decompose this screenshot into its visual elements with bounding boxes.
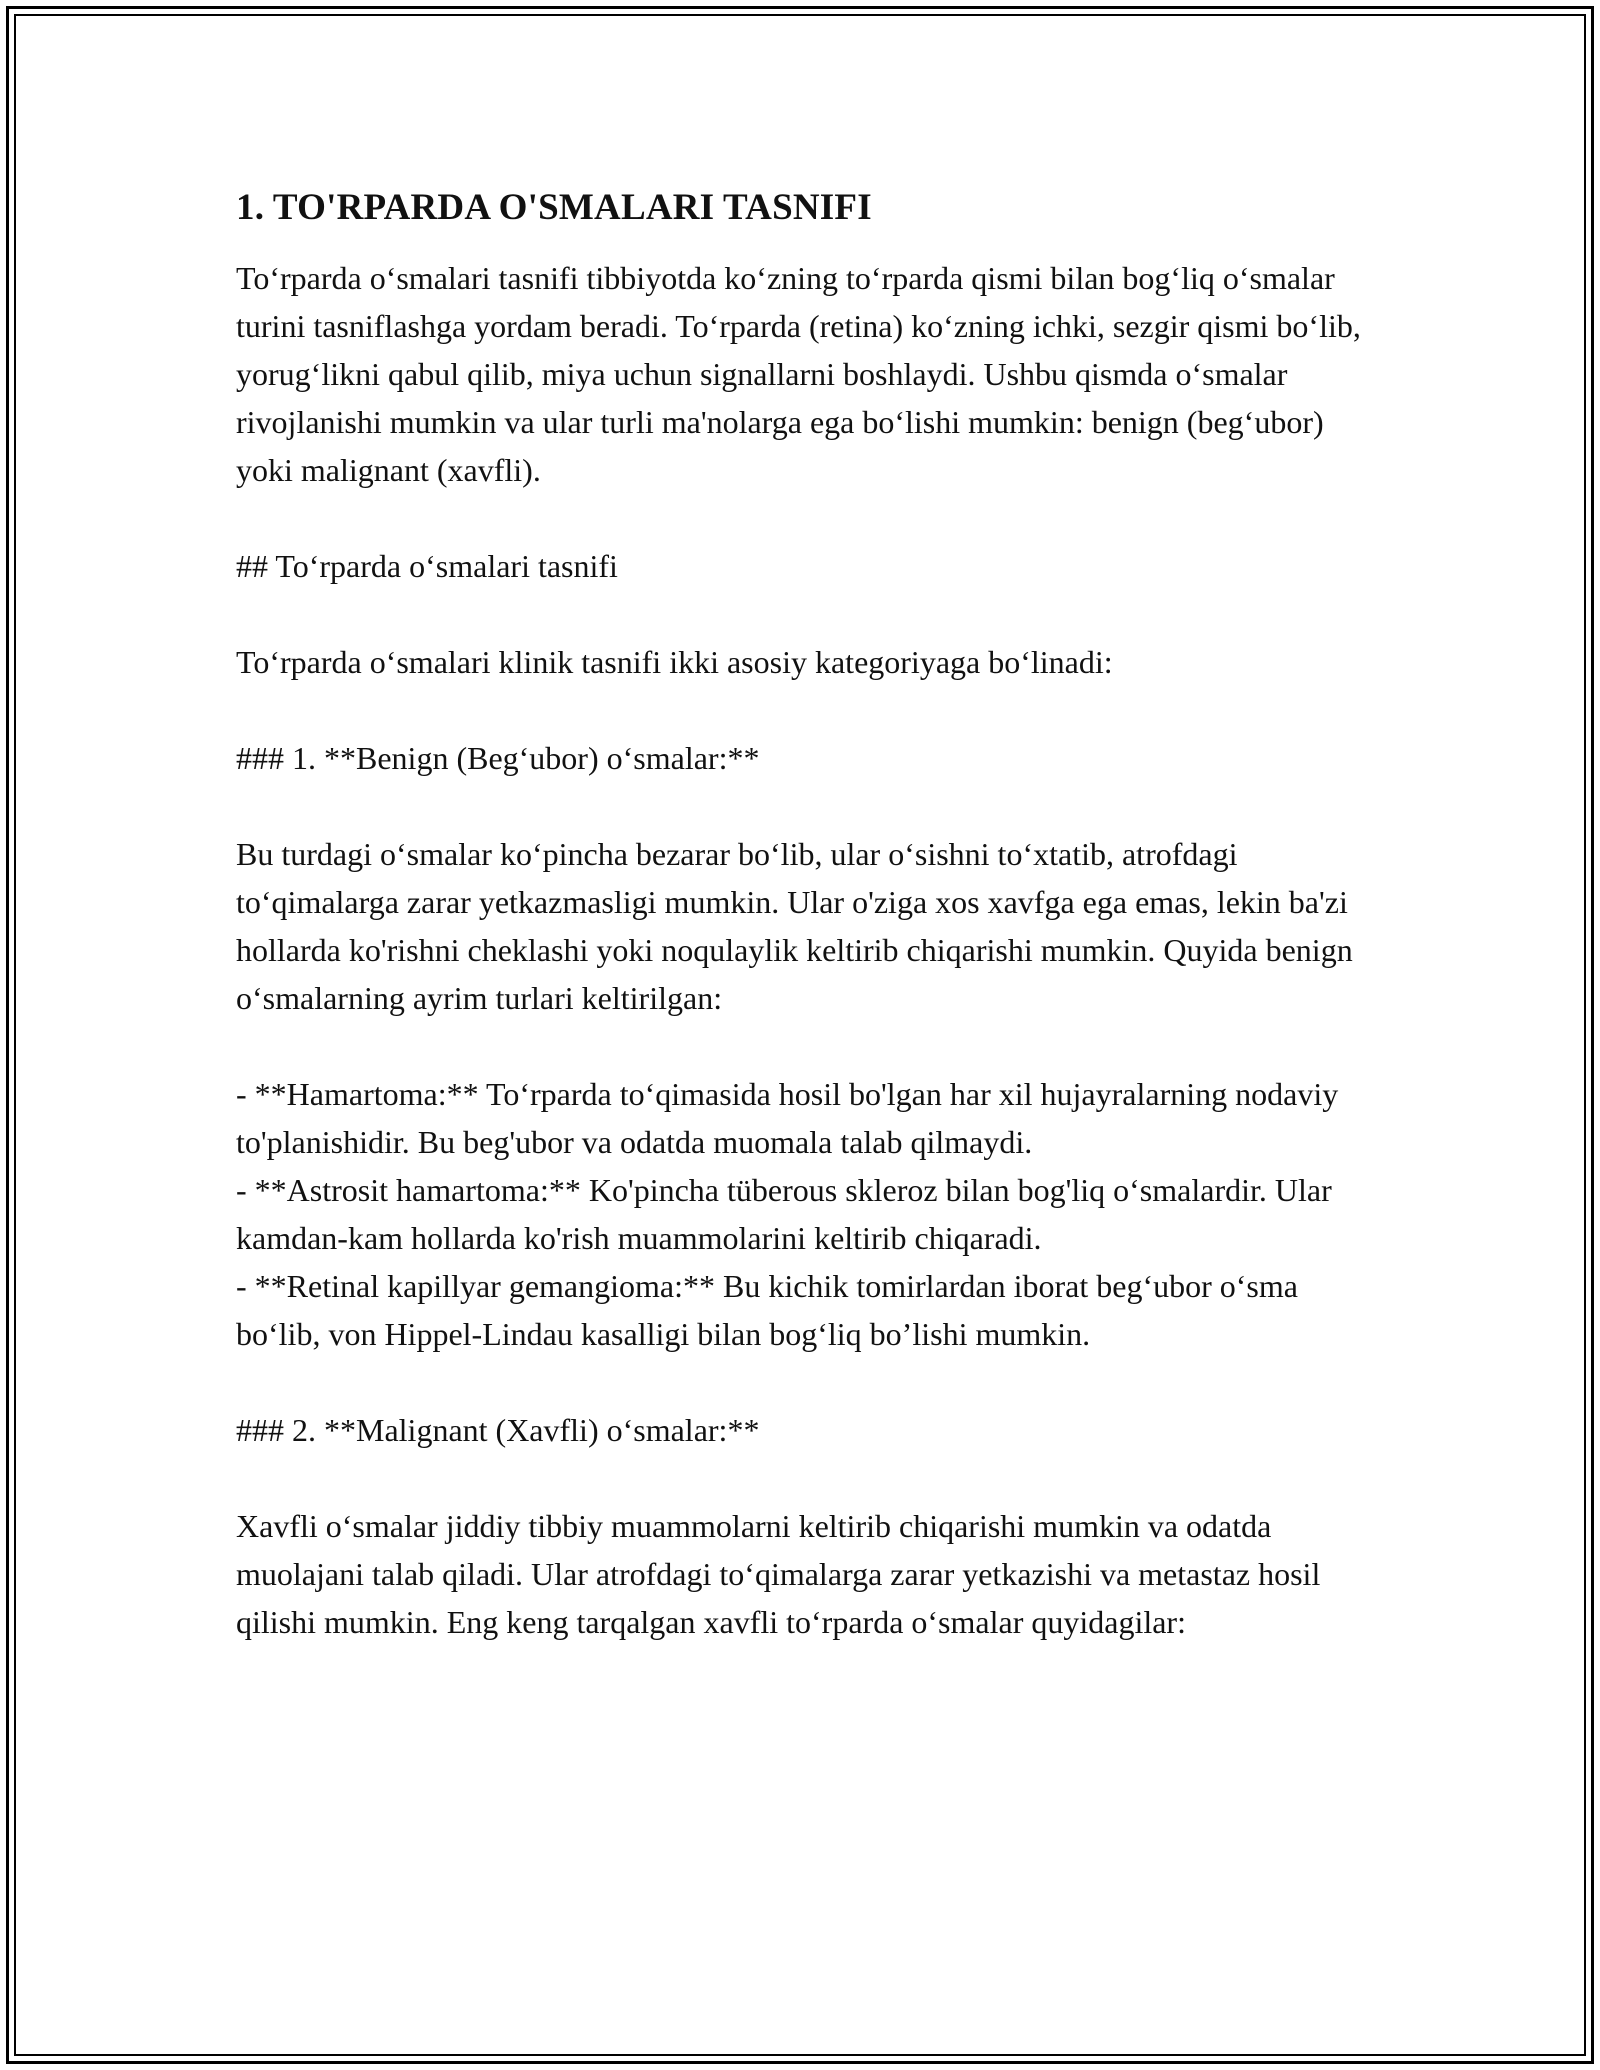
malignant-description-paragraph: Xavfli o‘smalar jiddiy tibbiy muammolarni keltirib chiqarishi mumkin va odatda muolajani talab qiladi. Ular atrofdagi to‘qimalarga zarar yetkazishi va metastaz hosil qilishi mumkin. Eng keng tarqalgan xavfli to‘rparda o‘smalar quyidagilar:	[236, 1508, 1321, 1640]
intro-paragraph: To‘rparda o‘smalari tasnifi tibbiyotda ko‘zning to‘rparda qismi bilan bog‘liq o‘smalar turini tasniflashga yordam beradi. To‘rparda (retina) ko‘zning ichki, sezgir qismi bo‘lib, yorug‘likni qabul qilib, miya uchun signallarni boshlaydi. Ushbu qismda o‘smalar rivojlanishi mumkin va ular turli ma'nolarga ega bo‘lishi mumkin: benign (beg‘ubor) yoki malignant (xavfli).	[236, 260, 1361, 488]
page-title: 1. TO'RPARDA O'SMALARI TASNIFI	[236, 187, 872, 228]
list-item-hamartoma: - **Hamartoma:** To‘rparda to‘qimasida hosil bo'lgan har xil hujayralarning nodaviy to'planishidir. Bu beg'ubor va odatda muomala talab qilmaydi.	[236, 1076, 1339, 1160]
list-item-astrocytic-hamartoma: - **Astrosit hamartoma:** Ko'pincha tüberous skleroz bilan bog'liq o‘smalardir. Ular kamdan-kam hollarda ko'rish muammolarini keltirib chiqaradi.	[236, 1172, 1332, 1256]
benign-description-paragraph: Bu turdagi o‘smalar ko‘pincha bezarar bo‘lib, ular o‘sishni to‘xtatib, atrofdagi to‘qimalarga zarar yetkazmasligi mumkin. Ular o'ziga xos xavfga ega emas, lekin ba'zi hollarda ko'rishni cheklashi yoki noqulaylik keltirib chiqarishi mumkin. Quyida benign o‘smalarning ayrim turlari keltirilgan:	[236, 836, 1353, 1016]
classification-intro-paragraph: To‘rparda o‘smalari klinik tasnifi ikki asosiy kategoriyaga bo‘linadi:	[236, 644, 1113, 680]
document-body	[236, 184, 1386, 1694]
subheading-malignant: ### 2. **Malignant (Xavfli) o‘smalar:**	[236, 1412, 760, 1448]
subheading-benign: ### 1. **Benign (Beg‘ubor) o‘smalar:**	[236, 740, 760, 776]
section-heading-markdown: ## To‘rparda o‘smalari tasnifi	[236, 548, 618, 584]
list-item-retinal-capillary-hemangioma: - **Retinal kapillyar gemangioma:** Bu kichik tomirlardan iborat beg‘ubor o‘sma bo‘lib, von Hippel-Lindau kasalligi bilan bog‘liq bo’lishi mumkin.	[236, 1268, 1298, 1352]
